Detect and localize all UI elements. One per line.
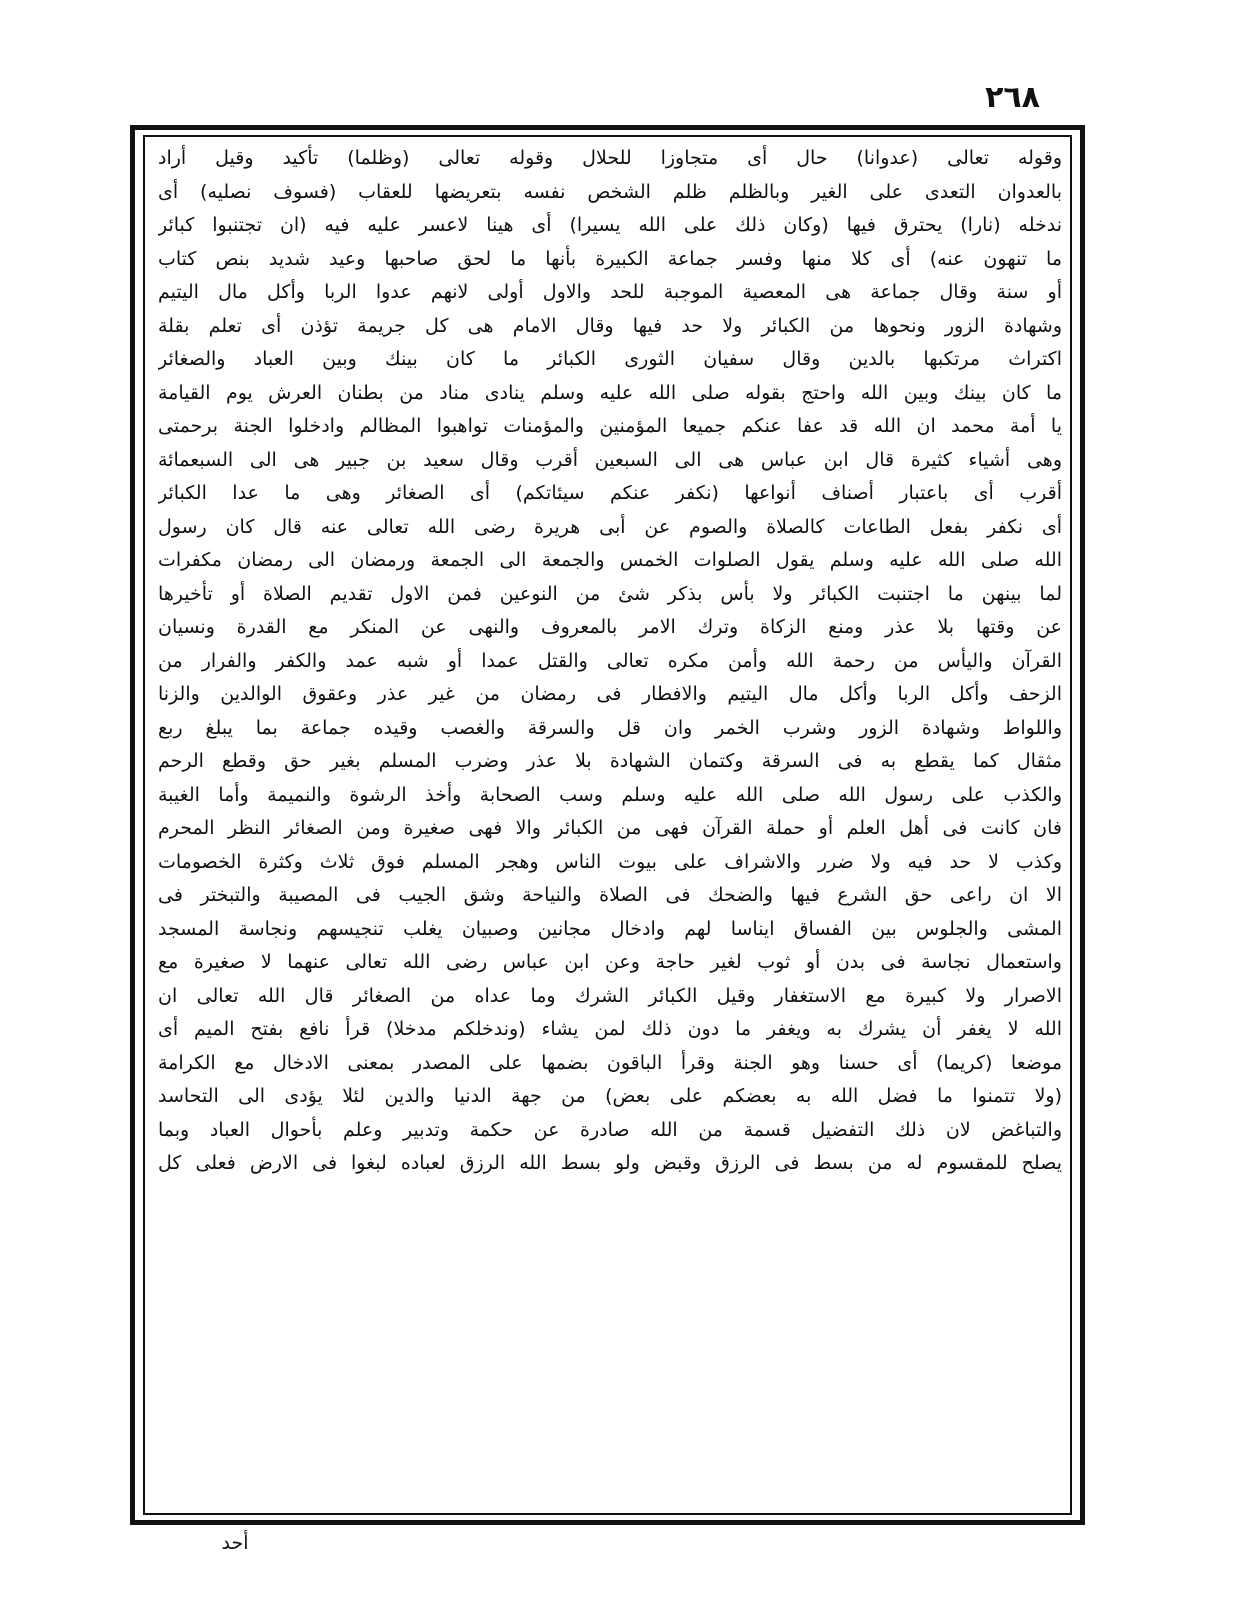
text-line: الاصرار ولا كبيرة مع الاستغفار وقيل الكبائر الشرك وما عداه من الصغائر قال الله تعالى ان bbox=[158, 984, 1062, 1007]
text-line: مثقال كما يقطع به فى السرقة وكتمان الشهادة بلا عذر وضرب المسلم بغير حق وقطع الرحم bbox=[158, 750, 1062, 772]
text-line: أقرب أى باعتبار أصناف أنواعها (نكفر عنكم سيئاتكم) أى الصغائر وهى ما عدا الكبائر bbox=[158, 482, 1062, 504]
text-line: وهى أشياء كثيرة قال ابن عباس هى الى السبعين أقرب وقال سعيد بن جبير هى الى السبعمائة bbox=[158, 448, 1062, 471]
text-line: يصلح للمقسوم له من بسط فى الرزق وقبض ولو بسط الله الرزق لعباده لبغوا فى الارض فعلى كل bbox=[158, 1152, 1062, 1174]
text-line: المشى والجلوس بين الفساق ايناسا لهم وادخال مجانين وصبيان يغلب تنجيسهم ونجاسة المسجد bbox=[158, 917, 1062, 940]
text-line: عن وقتها بلا عذر ومنع الزكاة وترك الامر بالمعروف والنهى عن المنكر مع القدرة ونسيان bbox=[158, 616, 1062, 638]
text-line: فان كانت فى أهل العلم أو حملة القرآن فهى من الكبائر والا فهى صغيرة ومن الصغائر النظر المحرم bbox=[158, 817, 1062, 839]
text-line: بالعدوان التعدى على الغير وبالظلم ظلم الشخص نفسه بتعريضها للعقاب (فسوف نصليه) أى bbox=[158, 180, 1062, 203]
text-line: لما بينهن ما اجتنبت الكبائر ولا بأس بذكر شئ من النوعين فمن الاول تقديم الصلاة أو تأخيرها bbox=[158, 582, 1062, 605]
text-line: موضعا (كريما) أى حسنا وهو الجنة وقرأ الباقون بضمها على المصدر بمعنى الادخال مع الكرامة bbox=[158, 1051, 1062, 1074]
catchword: أحد bbox=[221, 1532, 249, 1554]
text-line: اكتراث مرتكبها بالدين وقال سفيان الثورى الكبائر ما كان بينك وبين العباد والصغائر bbox=[158, 348, 1062, 370]
text-line: أو سنة وقال جماعة هى المعصية الموجبة للحد والاول أولى لانهم عدوا الربا وأكل مال اليتيم bbox=[158, 281, 1062, 303]
page-number: ٢٦٨ bbox=[985, 80, 1040, 115]
text-line: ما تنهون عنه) أى كلا منها وفسر جماعة الكبيرة بأنها ما لحق صاحبها وعيد شديد بنص كتاب bbox=[158, 247, 1062, 270]
text-line: الله لا يغفر أن يشرك به ويغفر ما دون ذلك لمن يشاء (وندخلكم مدخلا) قرأ نافع بفتح الميم أى bbox=[158, 1018, 1062, 1040]
text-line: (ولا تتمنوا ما فضل الله به بعضكم على بعض) من جهة الدنيا والدين لئلا يؤدى الى التحاسد bbox=[158, 1085, 1062, 1107]
text-line: الله صلى الله عليه وسلم يقول الصلوات الخمس والجمعة الى الجمعة ورمضان الى رمضان مكفرات bbox=[158, 549, 1062, 571]
text-line: والكذب على رسول الله صلى الله عليه وسلم وسب الصحابة وأخذ الرشوة والنميمة وأما الغيبة bbox=[158, 783, 1062, 806]
text-line: وشهادة الزور ونحوها من الكبائر ولا حد فيها وقال الامام هى كل جريمة تؤذن أى تعلم بقلة bbox=[158, 314, 1062, 337]
text-line: الا ان راعى حق الشرع فيها والضحك فى الصلاة والنياحة وشق الجيب فى المصيبة والتبختر فى bbox=[158, 884, 1062, 906]
text-line: ما كان بينك وبين الله واحتج بقوله صلى الله عليه وسلم ينادى مناد من بطنان العرش يوم القيامة bbox=[158, 381, 1062, 404]
text-line: ندخله (نارا) يحترق فيها (وكان ذلك على الله يسيرا) أى هينا لاعسر عليه فيه (ان تجتنبوا كبائر bbox=[158, 214, 1062, 236]
text-line: وقوله تعالى (عدوانا) حال أى متجاوزا للحلال وقوله تعالى (وظلما) تأكيد وقيل أراد bbox=[158, 147, 1062, 169]
text-line: والتباغض لان ذلك التفضيل قسمة من الله صادرة عن حكمة وتدبير وعلم بأحوال العباد وبما bbox=[158, 1118, 1062, 1141]
text-line: الزحف وأكل الربا وأكل مال اليتيم والافطار فى رمضان من غير عذر وعقوق الوالدين والزنا bbox=[158, 683, 1062, 705]
text-line: وكذب لا حد فيه ولا ضرر والاشراف على بيوت الناس وهجر المسلم فوق ثلاث وكثرة الخصومات bbox=[158, 850, 1062, 873]
main-text bbox=[158, 142, 1062, 1508]
text-line: أى نكفر بفعل الطاعات كالصلاة والصوم عن أبى هريرة رضى الله تعالى عنه قال كان رسول bbox=[158, 515, 1062, 538]
text-line: واستعمال نجاسة فى بدن أو ثوب لغير حاجة وعن ابن عباس رضى الله تعالى عنهما لا صغيرة مع bbox=[158, 951, 1062, 973]
text-line: القرآن واليأس من رحمة الله وأمن مكره تعالى والقتل عمدا أو شبه عمد والكفر والفرار من bbox=[158, 649, 1062, 672]
text-line: واللواط وشهادة الزور وشرب الخمر وان قل والسرقة والغصب وقيده جماعة بما يبلغ ربع bbox=[158, 716, 1062, 739]
text-line: يا أمة محمد ان الله قد عفا عنكم جميعا المؤمنين والمؤمنات تواهبوا المظالم وادخلوا الجنة برحمتى bbox=[158, 415, 1062, 437]
